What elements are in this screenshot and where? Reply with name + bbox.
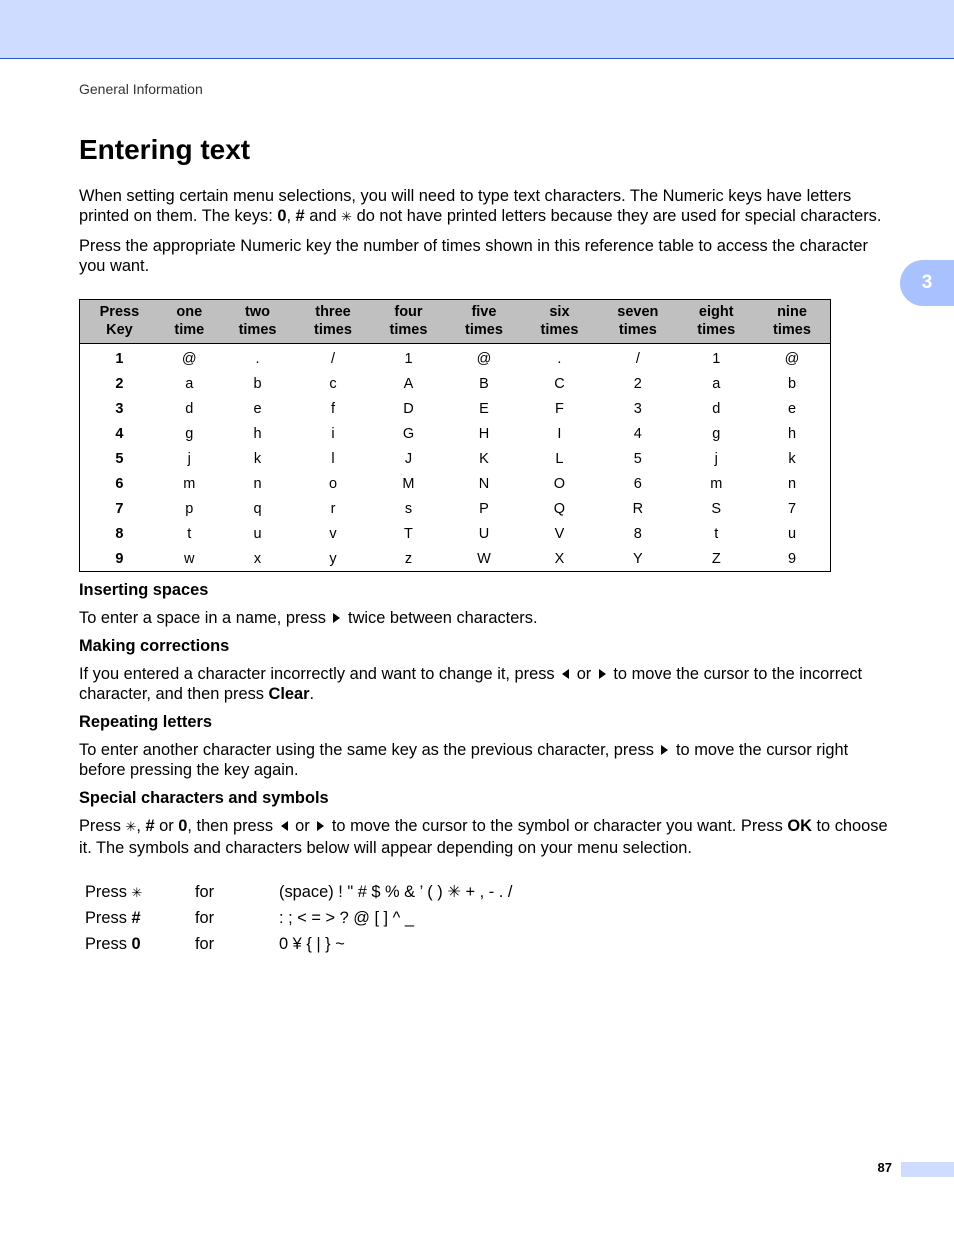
table-key-cell: 4 (115, 425, 124, 442)
table-cell: k (788, 450, 796, 467)
table-cell: b (253, 375, 262, 392)
table-header-cell (295, 300, 370, 344)
table-cell: K (479, 450, 489, 467)
table-row (80, 496, 831, 521)
body-text: To enter a space in a name, press (79, 609, 331, 627)
heading-special-characters: Special characters and symbols (79, 789, 329, 807)
page-number-bar (901, 1162, 954, 1177)
table-header-text: time (174, 322, 205, 338)
table-cell: n (253, 475, 262, 492)
table-header-text: two (245, 304, 270, 320)
intro-paragraph-2: Press the appropriate Numeric key the number of times shown in this reference table to access the character you want. (79, 237, 868, 275)
body-text: to move the cursor to the incorrect character, and then press (79, 665, 863, 703)
table-cell: y (329, 550, 337, 567)
table-cell: A (403, 375, 414, 392)
table-header-text: times (540, 322, 579, 338)
body-text: , then press (187, 817, 278, 835)
table-cell: e (787, 400, 797, 417)
body-text: or (572, 665, 596, 683)
table-cell: 1 (404, 350, 413, 367)
table-cell: d (185, 400, 194, 417)
table-header-cell (679, 300, 754, 344)
table-header-cell (597, 300, 678, 344)
symbols-row-star (79, 882, 894, 908)
key-zero: 0 (277, 207, 287, 225)
table-row (80, 396, 831, 421)
table-cell: v (329, 525, 337, 542)
page-content (79, 130, 894, 960)
table-cell: R (632, 500, 644, 517)
table-cell: e (253, 400, 262, 417)
table-cell: F (555, 400, 564, 417)
table-header-cell (446, 300, 521, 344)
body-text: or (154, 817, 179, 835)
table-cell: u (787, 525, 797, 542)
table-cell: 4 (633, 425, 642, 442)
press-label: Press (85, 935, 132, 953)
table-cell: s (404, 500, 413, 517)
table-header-text: Key (106, 322, 133, 338)
table-cell: k (253, 450, 262, 467)
right-triangle-icon (661, 745, 668, 755)
table-body (80, 344, 831, 572)
table-cell: 1 (712, 350, 721, 367)
table-cell: . (255, 350, 260, 367)
table-header-text: nine (777, 304, 807, 320)
table-cell: t (714, 525, 719, 542)
key-hash: # (145, 817, 155, 835)
chapter-number: 3 (921, 272, 933, 293)
table-cell: @ (181, 350, 197, 367)
table-cell: G (402, 425, 415, 442)
table-cell: g (185, 425, 194, 442)
table-header-row (80, 300, 831, 344)
character-table-wrapper (79, 299, 831, 572)
table-cell: V (554, 525, 565, 542)
character-table (79, 299, 831, 572)
heading-repeating-letters: Repeating letters (79, 713, 212, 731)
repeating-letters-text (79, 740, 894, 780)
table-header-text: times (389, 322, 428, 338)
table-key-cell: 6 (115, 475, 124, 492)
table-cell: i (331, 425, 335, 442)
table-cell: 2 (633, 375, 642, 392)
ok-key-label: OK (787, 817, 812, 835)
table-cell: / (330, 350, 335, 367)
table-cell: S (711, 500, 722, 517)
intro-paragraph-1 (79, 186, 894, 228)
table-row (80, 471, 831, 496)
symbols-row-hash (79, 908, 894, 934)
table-cell: U (478, 525, 490, 542)
chapter-tab (900, 260, 954, 306)
table-key-cell: 2 (115, 375, 124, 392)
table-key-cell: 7 (115, 500, 124, 517)
body-text: to move the cursor right before pressing the key again. (79, 741, 849, 779)
table-header-text: five (471, 304, 497, 320)
table-cell: n (787, 475, 797, 492)
table-header-text: times (238, 322, 277, 338)
table-cell: B (479, 375, 489, 392)
table-cell: H (478, 425, 490, 442)
table-header-text: times (697, 322, 736, 338)
table-header-text: one (176, 304, 203, 320)
table-cell: @ (476, 350, 492, 367)
table-cell: b (787, 375, 797, 392)
symbols-chars: : ; < = > ? @ [ ] ^ _ (279, 909, 415, 927)
table-cell: x (253, 550, 262, 567)
page-number: 87 (877, 1160, 892, 1175)
table-cell: h (253, 425, 262, 442)
table-cell: g (712, 425, 721, 442)
table-cell: t (187, 525, 192, 542)
symbols-chars: 0 ¥ { | } ~ (279, 935, 345, 953)
table-header-text: three (315, 304, 351, 320)
key-zero: 0 (178, 817, 188, 835)
table-cell: w (184, 550, 195, 567)
table-cell: 7 (787, 500, 797, 517)
key-zero: 0 (131, 935, 141, 953)
symbols-for-label: for (195, 883, 215, 901)
table-cell: 3 (633, 400, 642, 417)
right-triangle-icon (599, 669, 606, 679)
table-cell: m (710, 475, 723, 492)
table-key-cell: 1 (115, 350, 124, 367)
table-cell: j (714, 450, 718, 467)
running-head: General Information (79, 81, 203, 97)
table-header-text: eight (698, 304, 734, 320)
table-header-text: Press (99, 304, 140, 320)
table-row (80, 371, 831, 396)
table-cell: / (635, 350, 640, 367)
table-header-cell (371, 300, 446, 344)
table-cell: f (330, 400, 335, 417)
table-header-text: four (394, 304, 423, 320)
table-cell: P (479, 500, 489, 517)
table-cell: W (477, 550, 491, 567)
table-header-cell (522, 300, 597, 344)
left-triangle-icon (562, 669, 569, 679)
table-cell: a (712, 375, 721, 392)
table-cell: Y (633, 550, 643, 567)
table-header-cell (159, 300, 220, 344)
table-cell: Q (553, 500, 566, 517)
table-header-cell (80, 300, 159, 344)
table-header-text: seven (617, 304, 659, 320)
table-cell: E (479, 400, 489, 417)
right-triangle-icon (333, 613, 340, 623)
intro-text: and (304, 207, 342, 225)
table-cell: d (712, 400, 721, 417)
table-row (80, 421, 831, 446)
table-cell: @ (784, 350, 800, 367)
table-cell: . (557, 350, 562, 367)
body-text: twice between characters. (343, 609, 538, 627)
table-row (80, 446, 831, 471)
table-header-text: times (773, 322, 811, 338)
table-cell: O (553, 475, 566, 492)
table-row (80, 344, 831, 372)
heading-inserting-spaces: Inserting spaces (79, 581, 209, 599)
table-cell: M (402, 475, 415, 492)
body-text: . (309, 685, 315, 703)
table-header-text: times (618, 322, 657, 338)
table-cell: p (185, 500, 194, 517)
table-cell: 5 (633, 450, 642, 467)
page-title: Entering text (79, 134, 251, 165)
table-key-cell: 5 (115, 450, 124, 467)
heading-making-corrections: Making corrections (79, 637, 230, 655)
inserting-spaces-text (79, 608, 894, 628)
body-text: to choose it. The symbols and characters below will appear depending on your menu selection. (79, 817, 888, 857)
intro-text: , (286, 207, 296, 225)
symbols-row-zero (79, 934, 894, 960)
table-cell: C (554, 375, 565, 392)
table-cell: 9 (787, 550, 797, 567)
body-text: , (136, 817, 146, 835)
intro-text: When setting certain menu selections, you will need to type text characters. The Numeric keys have letters printed on them. The keys: (79, 187, 852, 225)
body-text: or (290, 817, 315, 835)
table-cell: h (787, 425, 797, 442)
table-row (80, 521, 831, 546)
star-key-icon: ✳ (131, 886, 143, 901)
press-label: Press (85, 909, 132, 927)
table-cell: l (331, 450, 335, 467)
symbols-for-label: for (195, 935, 215, 953)
table-header-text: times (314, 322, 352, 338)
table-header-text: times (465, 322, 503, 338)
table-cell: J (404, 450, 413, 467)
table-cell: I (557, 425, 562, 442)
symbols-for-label: for (195, 909, 215, 927)
table-cell: u (253, 525, 262, 542)
symbols-key-cell (79, 934, 195, 960)
table-header-text: six (549, 304, 570, 320)
table-cell: D (403, 400, 414, 417)
symbols-key-cell (79, 908, 195, 934)
table-cell: L (555, 450, 564, 467)
table-cell: j (187, 450, 191, 467)
table-cell: N (478, 475, 490, 492)
table-key-cell: 3 (115, 400, 124, 417)
table-cell: m (183, 475, 196, 492)
symbols-key-cell (79, 882, 195, 908)
left-triangle-icon (281, 821, 288, 831)
table-cell: o (328, 475, 338, 492)
symbols-table (79, 882, 894, 960)
special-characters-text (79, 816, 894, 858)
table-cell: Z (711, 550, 721, 567)
table-cell: r (330, 500, 336, 517)
body-text: Press (79, 817, 126, 835)
star-key-icon: ✳ (125, 820, 137, 835)
table-key-cell: 9 (115, 550, 124, 567)
table-cell: z (404, 550, 413, 567)
symbols-chars: (space) ! " # $ % & ’ ( ) ✳ + , - . / (279, 883, 513, 901)
making-corrections-text (79, 664, 894, 704)
table-cell: c (329, 375, 337, 392)
star-key-icon: ✳ (341, 210, 353, 225)
body-text: To enter another character using the same key as the previous character, press (79, 741, 659, 759)
key-hash: # (295, 207, 305, 225)
table-header-cell (220, 300, 295, 344)
body-text: to move the cursor to the symbol or character you want. Press (327, 817, 788, 835)
table-cell: X (554, 550, 565, 567)
intro-text: do not have printed letters because they are used for special characters. (352, 207, 882, 225)
table-row (80, 546, 831, 572)
table-cell: q (253, 500, 262, 517)
table-cell: T (404, 525, 413, 542)
table-key-cell: 8 (115, 525, 124, 542)
key-hash: # (131, 909, 141, 927)
table-cell: 8 (633, 525, 642, 542)
table-cell: a (185, 375, 194, 392)
table-cell: 6 (633, 475, 642, 492)
press-label: Press (85, 883, 132, 901)
clear-key-label: Clear (268, 685, 310, 703)
header-band (0, 0, 954, 59)
right-triangle-icon (317, 821, 324, 831)
table-header-cell (754, 300, 831, 344)
body-text: If you entered a character incorrectly and want to change it, press (79, 665, 560, 683)
